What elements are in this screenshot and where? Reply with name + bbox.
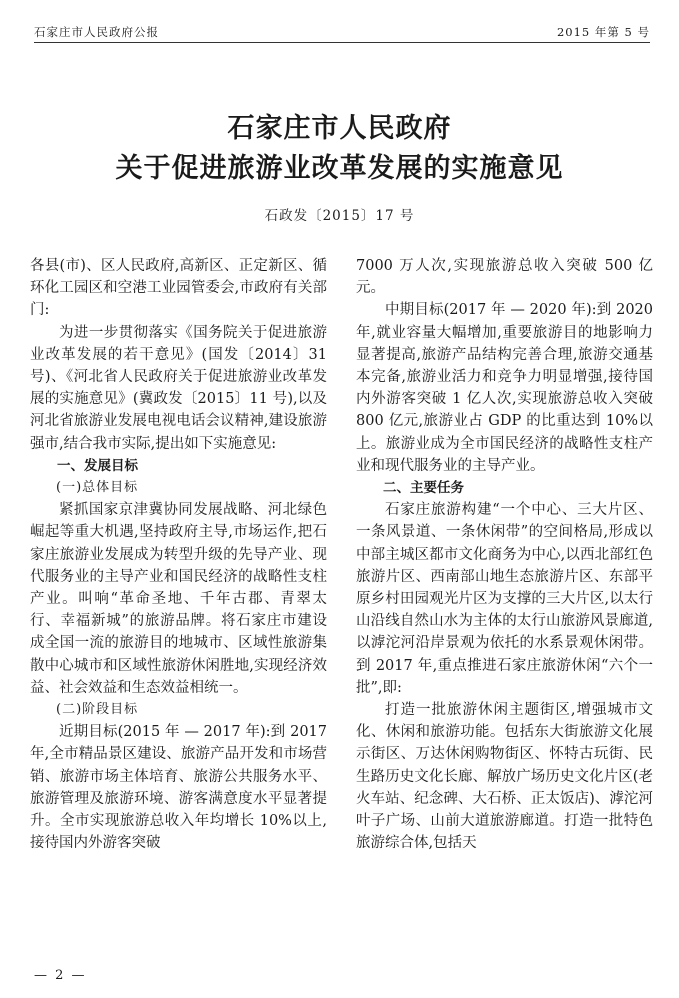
intro-paragraph: 为进一步贯彻落实《国务院关于促进旅游业改革发展的若干意见》(国发〔2014〕31 号)、《河北省人民政府关于促进旅游业改革发展的实施意见》(冀政发〔2015〕11 号),以及河北省旅游业发展电视电话会议精神,建设旅游强市,结合我市实际,提出如下实施意见:: [30, 324, 327, 452]
section-heading-tasks: 二、主要任务: [383, 480, 464, 497]
salutation: 各县(市)、区人民政府,高新区、正定新区、循环化工园区和空港工业园管委会,市政府有关部门:: [30, 258, 327, 319]
running-header: [34, 22, 650, 43]
issue-number: 2015 年第 5 号: [556, 25, 650, 39]
near-term-goal-paragraph: 近期目标(2015 年 — 2017 年):到 2017 年,全市精品景区建设、旅游产品开发和市场营销、旅游市场主体培育、旅游公共服务水平、旅游管理及旅游环境、游客满意度水平显著提升。全市实现旅游总收入年均增长 10%以上,接待国内外游客突破: [30, 724, 327, 852]
subsection-heading-stages: (二)阶段目标: [56, 702, 139, 718]
document-number: 石政发〔2015〕17 号: [264, 208, 415, 224]
document-title-line-1: 石家庄市人民政府: [227, 113, 452, 144]
streets-paragraph: 打造一批旅游休闲主题街区,增强城市文化、休闲和旅游功能。包括东大街旅游文化展示街区、万达休闲购物街区、怀特古玩街、民生路历史文化长廊、解放广场历史文化片区(老火车站、纪念碑、大石桥、正太饭店)、滹沱河叶子广场、山前大道旅游廊道。打造一批特色旅游综合体,包括天: [356, 702, 653, 852]
subsection-heading-overall: (一)总体目标: [56, 480, 139, 496]
overall-goal-paragraph: 紧抓国家京津冀协同发展战略、河北绿色崛起等重大机遇,坚持政府主导,市场运作,把石家庄旅游业发展成为转型升级的先导产业、现代服务业的主导产业和国民经济的战略性支柱产业。叫响“革命圣地、千年古郡、青翠太行、幸福新城”的旅游品牌。将石家庄市建设成全国一流的旅游目的地城市、区域性旅游集散中心城市和区域性旅游休闲胜地,实现经济效益、社会效益和生态效益相统一。: [30, 502, 327, 696]
document-title-line-2: 关于促进旅游业改革发展的实施意见: [115, 153, 564, 184]
section-heading-goals: 一、发展目标: [57, 457, 138, 474]
publication-name: 石家庄市人民政府公报: [34, 25, 159, 39]
page-number: — 2 —: [34, 968, 87, 983]
left-column: [30, 255, 327, 854]
near-term-goal-continued: 7000 万人次,实现旅游总收入突破 500 亿元。: [356, 258, 653, 297]
spatial-layout-paragraph: 石家庄旅游构建“一个中心、三大片区、一条风景道、一条休闲带”的空间格局,形成以中部主城区都市文化商务为中心,以西北部红色旅游片区、西南部山地生态旅游片区、东部平原乡村田园观光片区为支撑的三大片区,以太行山沿线自然山水为主体的太行山旅游风景廊道,以滹沱河沿岸景观为依托的水系景观休闲带。到 2017 年,重点推进石家庄旅游休闲“六个一批”,即:: [356, 502, 653, 696]
mid-term-goal-paragraph: 中期目标(2017 年 — 2020 年):到 2020 年,就业容量大幅增加,重要旅游目的地影响力显著提高,旅游产品结构完善合理,旅游交通基本完备,旅游业活力和竞争力明显增强,接待国内外游客突破 1 亿人次,实现旅游总收入突破 800 亿元,旅游业占 GDP 的比重达到 10%以上。旅游业成为全市国民经济的战略性支柱产业和现代服务业的主导产业。: [356, 302, 653, 474]
right-column: [356, 255, 653, 854]
